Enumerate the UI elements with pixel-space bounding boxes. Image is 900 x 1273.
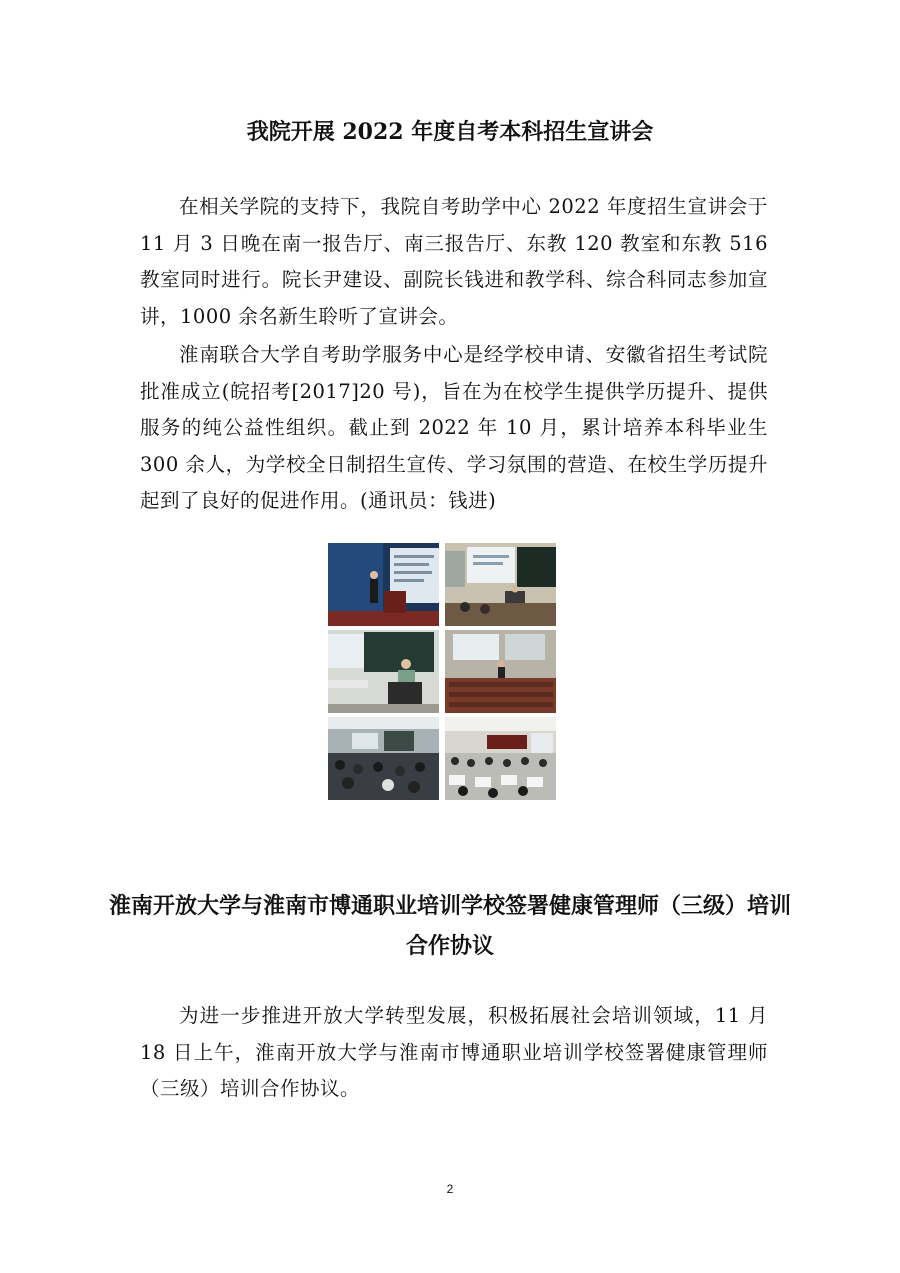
article-2-paragraph-1: 为进一步推进开放大学转型发展，积极拓展社会培训领域，11 月 18 日上午，淮南开放大学与淮南市博通职业培训学校签署健康管理师（三级）培训合作协议。 <box>140 1004 768 1100</box>
photo-auditorium-seats <box>445 630 556 713</box>
photo-lecturer-podium <box>328 630 439 713</box>
article-1-paragraph-2: 淮南联合大学自考助学服务中心是经学校申请、安徽省招生考试院批准成立(皖招考[2017]20 号)，旨在为在校学生提供学历提升、提供服务的纯公益性组织。截止到 2022 年 10 月，累计培养本科毕业生 300 余人，为学校全日制招生宣传、学习氛围的营造、在校生学历提升起到了良好的促进作用。(通讯员：钱进) <box>140 343 768 512</box>
photo-speaker-on-stage <box>328 543 439 626</box>
photo-students-lecture-hall <box>328 717 439 800</box>
photo-large-hall-audience <box>445 717 556 800</box>
article-1-title: 我院开展 2022 年度自考本科招生宣讲会 <box>246 119 654 145</box>
article-2-title: 淮南开放大学与淮南市博通职业培训学校签署健康管理师（三级）培训合作协议 <box>108 893 791 959</box>
event-photo-collage <box>328 543 558 800</box>
article-1-paragraph-1: 在相关学院的支持下，我院自考助学中心 2022 年度招生宣讲会于 11 月 3 日晚在南一报告厅、南三报告厅、东教 120 教室和东教 516 教室同时进行。院长尹建设、副院长钱进和教学科、综合科同志参加宣讲，1000 余名新生聆听了宣讲会。 <box>140 195 768 328</box>
photo-classroom-projector <box>445 543 556 626</box>
page-number: 2 <box>446 1182 454 1196</box>
